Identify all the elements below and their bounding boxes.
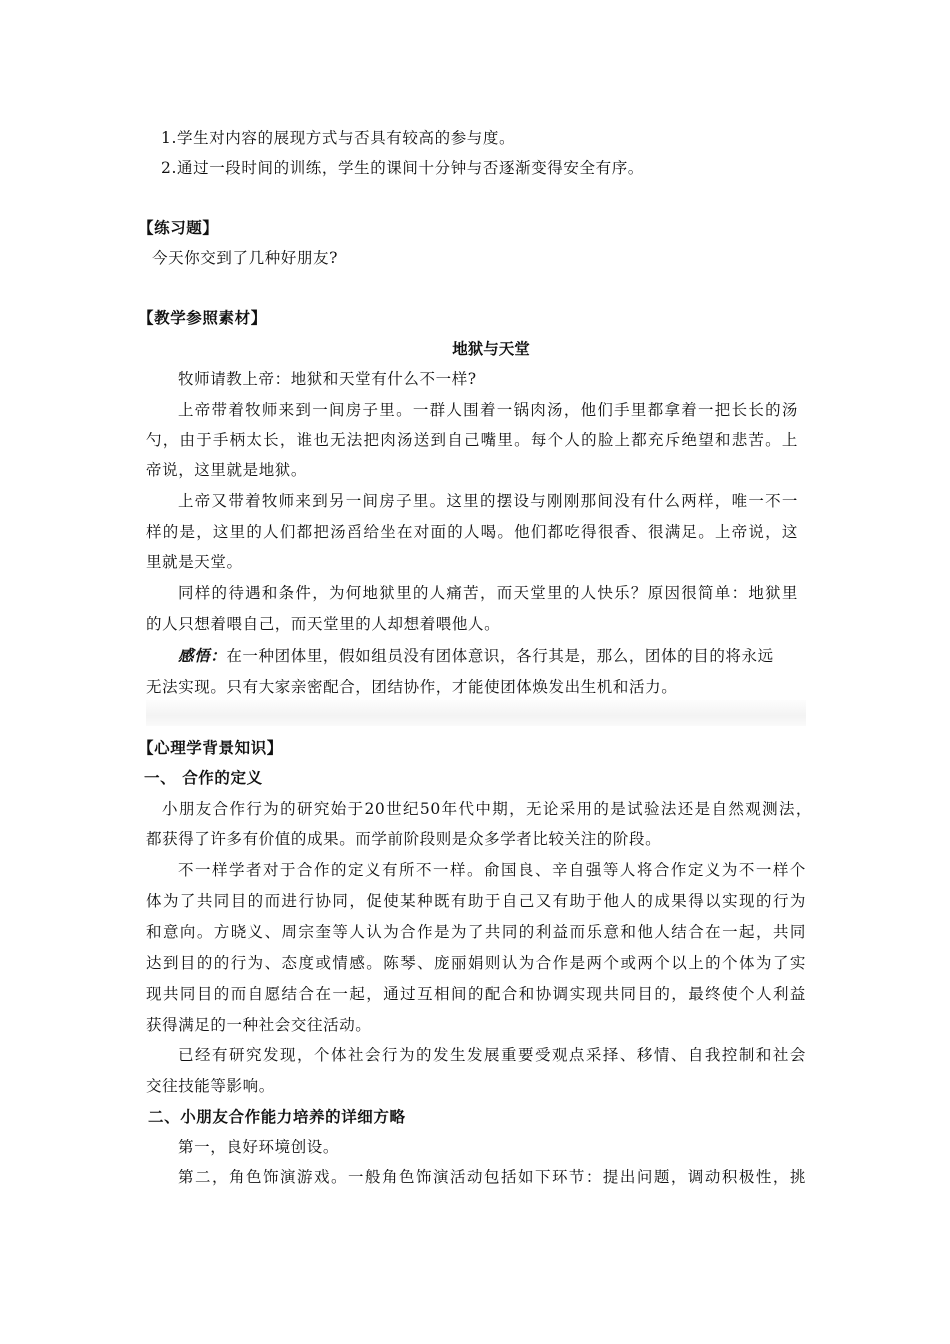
eval-item-2: 2.通过一段时间的训练，学生的课间十分钟与否逐渐变得安全有序。 [161, 159, 644, 177]
story-line: 同样的待遇和条件，为何地狱里的人痛苦，而天堂里的人快乐？原因很简单：地狱里 [178, 584, 798, 602]
story-line: 上帝又带着牧师来到另一间房子里。这里的摆设与刚刚那间没有什么两样，唯一不一 [178, 492, 798, 510]
insight-line-2: 无法实现。只有大家亲密配合，团结协作，才能使团体焕发出生机和活力。 [146, 678, 678, 696]
section-1-line: 获得满足的一种社会交往活动。 [146, 1016, 372, 1034]
story-line: 的人只想着喂自己，而天堂里的人却想着喂他人。 [146, 615, 501, 633]
eval-item-1: 1.学生对内容的展现方式与否具有较高的参与度。 [161, 129, 516, 147]
section-1-line: 和意向。方晓义、周宗奎等人认为合作是为了共同的利益而乐意和他人结合在一起，共同 [146, 923, 806, 941]
section-2-line: 第一，良好环境创设。 [178, 1138, 340, 1156]
section-2-line: 第二，角色饰演游戏。一般角色饰演活动包括如下环节：提出问题，调动积极性，挑 [178, 1168, 806, 1186]
section-1-line: 小朋友合作行为的研究始于20世纪50年代中期，无论采用的是试验法还是自然观测法， [162, 800, 812, 818]
exercise-question: 今天你交到了几种好朋友? [152, 249, 339, 267]
story-line: 牧师请教上帝：地狱和天堂有什么不一样? [178, 370, 477, 388]
section-1-line: 交往技能等影响。 [146, 1077, 275, 1095]
section-divider [146, 700, 806, 726]
section-1-line: 不一样学者对于合作的定义有所不一样。俞国良、辛自强等人将合作定义为不一样个 [178, 861, 806, 879]
story-title: 地狱与天堂 [452, 339, 530, 358]
section-1-line: 已经有研究发现，个体社会行为的发生发展重要受观点采择、移情、自我控制和社会 [178, 1046, 806, 1064]
section-1-line: 达到目的的行为、态度或情感。陈琴、庞丽娟则认为合作是两个或两个以上的个体为了实 [146, 954, 806, 972]
insight-line-1 [178, 646, 798, 666]
section-1-line: 体为了共同目的而进行协同，促使某种既有助于自己又有助于他人的成果得以实现的行为 [146, 892, 806, 910]
story-line: 帝说，这里就是地狱。 [146, 461, 308, 479]
psychology-heading: 【心理学背景知识】 [138, 738, 283, 757]
section-1-title: 一、 合作的定义 [144, 768, 263, 787]
section-1-line: 都获得了许多有价值的成果。而学前阶段则是众多学者比较关注的阶段。 [146, 830, 662, 848]
story-line: 勺，由于手柄太长，谁也无法把肉汤送到自己嘴里。每个人的脸上都充斥绝望和悲苦。上 [146, 431, 798, 449]
story-line: 上帝带着牧师来到一间房子里。一群人围着一锅肉汤，他们手里都拿着一把长长的汤 [178, 401, 798, 419]
story-line: 样的是，这里的人们都把汤舀给坐在对面的人喝。他们都吃得很香、很满足。上帝说，这 [146, 523, 798, 541]
insight-label: 感悟： [178, 646, 227, 665]
reference-heading: 【教学参照素材】 [138, 308, 267, 327]
section-1-line: 现共同目的而自愿结合在一起，通过互相间的配合和协调实现共同目的，最终使个人利益 [146, 985, 806, 1003]
story-line: 里就是天堂。 [146, 553, 243, 571]
insight-text: 在一种团体里，假如组员没有团体意识，各行其是，那么，团体的目的将永远 [226, 647, 774, 665]
exercise-heading: 【练习题】 [138, 218, 219, 237]
section-2-title: 二、小朋友合作能力培养的详细方略 [148, 1107, 406, 1126]
